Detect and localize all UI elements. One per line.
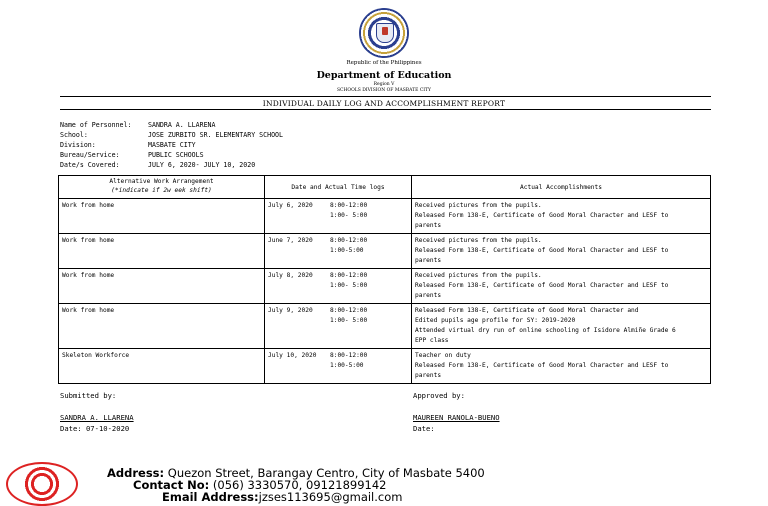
arrangement-cell: Work from home bbox=[59, 304, 265, 349]
accomplishment-cell bbox=[412, 349, 711, 384]
table-row bbox=[59, 349, 711, 384]
arrangement-cell: Work from home bbox=[59, 269, 265, 304]
address-label: Address: bbox=[107, 466, 165, 480]
accomplishment-cell bbox=[412, 304, 711, 349]
log-date: July 10, 2020 bbox=[268, 352, 317, 359]
info-value: JOSE ZURBITO SR. ELEMENTARY SCHOOL bbox=[148, 131, 283, 139]
email-value: jzses113695@gmail.com bbox=[258, 490, 403, 504]
approved-date: Date: bbox=[413, 424, 435, 433]
deped-seal-logo bbox=[359, 8, 409, 58]
accomplishment-line: Released Form 138-E, Certificate of Good Moral Character and LESF to bbox=[415, 247, 669, 254]
accomplishment-line: EPP class bbox=[415, 337, 449, 344]
department-name: Department of Education bbox=[316, 70, 452, 81]
submitted-date: Date: 07-10-2020 bbox=[60, 424, 130, 433]
table-row bbox=[59, 234, 711, 269]
arrangement-cell: Work from home bbox=[59, 199, 265, 234]
footer-email bbox=[162, 490, 402, 504]
info-value: SANDRA A. LLARENA bbox=[148, 121, 216, 129]
time-pm: 1:00- 5:00 bbox=[330, 212, 368, 219]
accomplishment-cell bbox=[412, 234, 711, 269]
republic-line: Republic of the Philippines bbox=[346, 60, 422, 66]
time-am: 8:00-12:00 bbox=[330, 237, 368, 244]
info-label: Division: bbox=[60, 141, 96, 149]
accomplishment-line: parents bbox=[415, 222, 442, 229]
info-value: JULY 6, 2020- JULY 10, 2020 bbox=[148, 161, 256, 169]
approved-name: MAUREEN RANOLA-BUENO bbox=[413, 413, 500, 422]
school-seal-logo bbox=[6, 462, 78, 506]
info-bureau bbox=[60, 151, 204, 159]
accomplishment-line: Teacher on duty bbox=[415, 352, 471, 359]
time-am: 8:00-12:00 bbox=[330, 272, 368, 279]
table-header-row bbox=[59, 176, 711, 199]
info-school bbox=[60, 131, 283, 139]
info-name bbox=[60, 121, 216, 129]
date-time-cell bbox=[265, 349, 412, 384]
arrangement-cell: Skeleton Workforce bbox=[59, 349, 265, 384]
log-date: July 6, 2020 bbox=[268, 202, 313, 209]
submitted-by-label: Submitted by: bbox=[60, 391, 117, 400]
arrangement-cell: Work from home bbox=[59, 234, 265, 269]
col-arrangement-title: Alternative Work Arrangement bbox=[109, 178, 214, 185]
accomplishment-line: parents bbox=[415, 372, 442, 379]
info-label: Date/s Covered: bbox=[60, 161, 120, 169]
date-time-cell bbox=[265, 234, 412, 269]
region-line: Region V bbox=[373, 82, 395, 87]
accomplishment-line: Received pictures from the pupils. bbox=[415, 202, 542, 209]
approved-by-label: Approved by: bbox=[413, 391, 465, 400]
accomplishment-cell bbox=[412, 269, 711, 304]
table-row bbox=[59, 199, 711, 234]
col-accomplishments-header: Actual Accomplishments bbox=[412, 176, 711, 199]
accomplishment-line: Received pictures from the pupils. bbox=[415, 272, 542, 279]
log-date: July 9, 2020 bbox=[268, 307, 313, 314]
header-divider bbox=[60, 96, 711, 97]
col-arrangement-header bbox=[59, 176, 265, 199]
date-time-cell bbox=[265, 269, 412, 304]
time-pm: 1:00-5:00 bbox=[330, 247, 364, 254]
time-am: 8:00-12:00 bbox=[330, 307, 368, 314]
accomplishment-line: Released Form 138-E, Certificate of Good Moral Character and bbox=[415, 307, 639, 314]
accomplishment-line: parents bbox=[415, 257, 442, 264]
time-pm: 1:00- 5:00 bbox=[330, 282, 368, 289]
time-pm: 1:00-5:00 bbox=[330, 362, 364, 369]
accomplishment-line: parents bbox=[415, 292, 442, 299]
contact-label: Contact No: bbox=[133, 478, 210, 492]
email-label: Email Address: bbox=[162, 490, 259, 504]
accomplishment-cell bbox=[412, 199, 711, 234]
report-title: INDIVIDUAL DAILY LOG AND ACCOMPLISHMENT REPORT bbox=[262, 99, 506, 108]
info-label: Bureau/Service: bbox=[60, 151, 120, 159]
info-label: Name of Personnel: bbox=[60, 121, 132, 129]
info-value: MASBATE CITY bbox=[148, 141, 196, 149]
info-value: PUBLIC SCHOOLS bbox=[148, 151, 204, 159]
title-divider bbox=[60, 109, 711, 110]
division-line: SCHOOLS DIVISION OF MASBATE CITY bbox=[336, 88, 432, 93]
date-time-cell bbox=[265, 304, 412, 349]
log-date: June 7, 2020 bbox=[268, 237, 313, 244]
time-am: 8:00-12:00 bbox=[330, 352, 368, 359]
info-label: School: bbox=[60, 131, 88, 139]
accomplishment-line: Released Form 138-E, Certificate of Good Moral Character and LESF to bbox=[415, 362, 669, 369]
info-dates bbox=[60, 161, 255, 169]
accomplishment-line: Released Form 138-E, Certificate of Good Moral Character and LESF to bbox=[415, 282, 669, 289]
accomplishment-table bbox=[58, 175, 711, 384]
col-date-header: Date and Actual Time logs bbox=[265, 176, 412, 199]
time-am: 8:00-12:00 bbox=[330, 202, 368, 209]
contact-value: (056) 3330570, 09121899142 bbox=[212, 478, 387, 492]
accomplishment-line: Attended virtual dry run of online schooling of Isidore Almiñe Grade 6 bbox=[415, 327, 676, 334]
date-time-cell bbox=[265, 199, 412, 234]
accomplishment-line: Edited pupils age profile for SY: 2019-2020 bbox=[415, 317, 576, 324]
accomplishment-line: Received pictures from the pupils. bbox=[415, 237, 542, 244]
table-row bbox=[59, 304, 711, 349]
table-row bbox=[59, 269, 711, 304]
col-arrangement-note: (*indicate if 2w eek shift) bbox=[111, 187, 212, 194]
log-date: July 8, 2020 bbox=[268, 272, 313, 279]
submitted-name: SANDRA A. LLARENA bbox=[60, 413, 134, 422]
accomplishment-line: Released Form 138-E, Certificate of Good Moral Character and LESF to bbox=[415, 212, 669, 219]
time-pm: 1:00- 5:00 bbox=[330, 317, 368, 324]
address-value: Quezon Street, Barangay Centro, City of Masbate 5400 bbox=[167, 466, 485, 480]
info-division bbox=[60, 141, 196, 149]
